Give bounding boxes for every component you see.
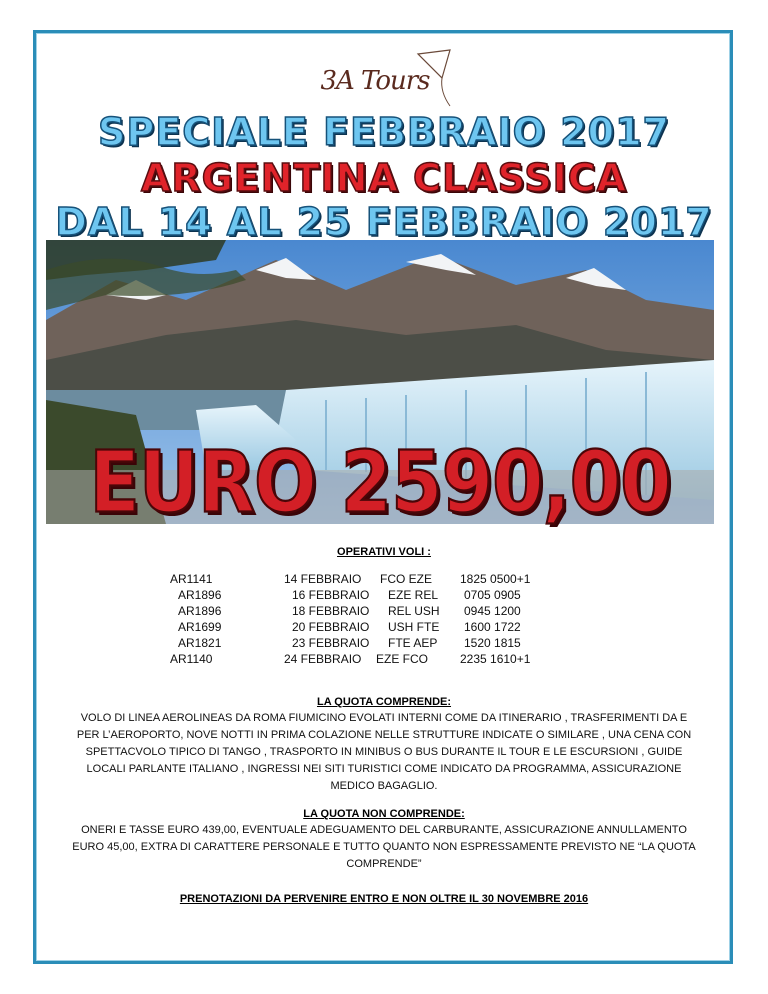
- flight-date: 20 FEBBRAIO: [292, 620, 370, 634]
- table-row: [0, 604, 768, 620]
- excludes-title: LA QUOTA NON COMPRENDE:: [303, 808, 465, 820]
- flight-code: AR1140: [170, 652, 213, 666]
- flight-times: 0945 1200: [464, 604, 521, 618]
- table-row: [0, 620, 768, 636]
- flights-title: OPERATIVI VOLI :: [337, 546, 431, 558]
- flight-date: 18 FEBBRAIO: [292, 604, 370, 618]
- flight-times: 1825 0500+1: [460, 572, 531, 586]
- price-label: EURO 2590,00: [89, 433, 671, 533]
- includes-title: LA QUOTA COMPRENDE:: [316, 696, 452, 708]
- flight-times: 1600 1722: [464, 620, 521, 634]
- flight-date: 23 FEBBRAIO: [292, 636, 370, 650]
- heading-tour-name: ARGENTINA CLASSICA: [140, 156, 628, 200]
- booking-deadline: PRENOTAZIONI DA PERVENIRE ENTRO E NON OLTRE IL 30 NOVEMBRE 2016: [179, 893, 589, 905]
- brand-logo: [300, 48, 460, 110]
- table-row: [0, 636, 768, 652]
- flight-date: 16 FEBBRAIO: [292, 588, 370, 602]
- table-row: [0, 652, 768, 668]
- heading-special: SPECIALE FEBBRAIO 2017: [98, 110, 670, 154]
- table-row: [0, 588, 768, 604]
- flight-code: AR1821: [178, 636, 222, 650]
- flight-route: EZE REL: [388, 588, 439, 602]
- flight-times: 0705 0905: [464, 588, 521, 602]
- flight-route: EZE FCO: [376, 652, 429, 666]
- flight-route: FCO EZE: [380, 572, 433, 586]
- kite-icon: [300, 48, 460, 110]
- flight-date: 14 FEBBRAIO: [284, 572, 362, 586]
- flight-code: AR1896: [178, 604, 222, 618]
- table-row: [0, 572, 768, 588]
- flight-code: AR1141: [170, 572, 213, 586]
- flight-code: AR1699: [178, 620, 222, 634]
- flight-route: FTE AEP: [388, 636, 438, 650]
- excludes-text: ONERI E TASSE EURO 439,00, EVENTUALE ADEGUAMENTO DEL CARBURANTE, ASSICURAZIONE ANNULLAMENTO EURO 45,00, EXTRA DI CARATTERE PERSONALE E TUTTO QUANTO NON ESPRESSAMENTE PREVISTO NE “LA QUOTA COMPRENDE”: [72, 824, 696, 870]
- flight-times: 1520 1815: [464, 636, 521, 650]
- flight-route: USH FTE: [388, 620, 440, 634]
- flight-route: REL USH: [388, 604, 440, 618]
- includes-text: VOLO DI LINEA AEROLINEAS DA ROMA FIUMICINO EVOLATI INTERNI COME DA ITINERARIO , TRASFERIMENTI DA E PER L’AEROPORTO, NOVE NOTTI IN PRIMA COLAZIONE NELLE STRUTTURE INDICATE O SIMILARE , UNA CENA CON SPETTACVOLO TIPICO DI TANGO , TRASPORTO IN MINIBUS O BUS DURANTE IL TOUR E LE ESCURSIONI , GUIDE LOCALI PARLANTE ITALIANO , INGRESSI NEI SITI TURISTICI COME INDICATO DA PROGRAMMA, ASSICURAZIONE MEDICO BAGAGLIO.: [76, 712, 692, 792]
- flight-times: 2235 1610+1: [460, 652, 531, 666]
- flight-date: 24 FEBBRAIO: [284, 652, 362, 666]
- flight-code: AR1896: [178, 588, 222, 602]
- logo-text: 3A Tours: [320, 66, 430, 96]
- heading-dates: DAL 14 AL 25 FEBBRAIO 2017: [55, 200, 713, 244]
